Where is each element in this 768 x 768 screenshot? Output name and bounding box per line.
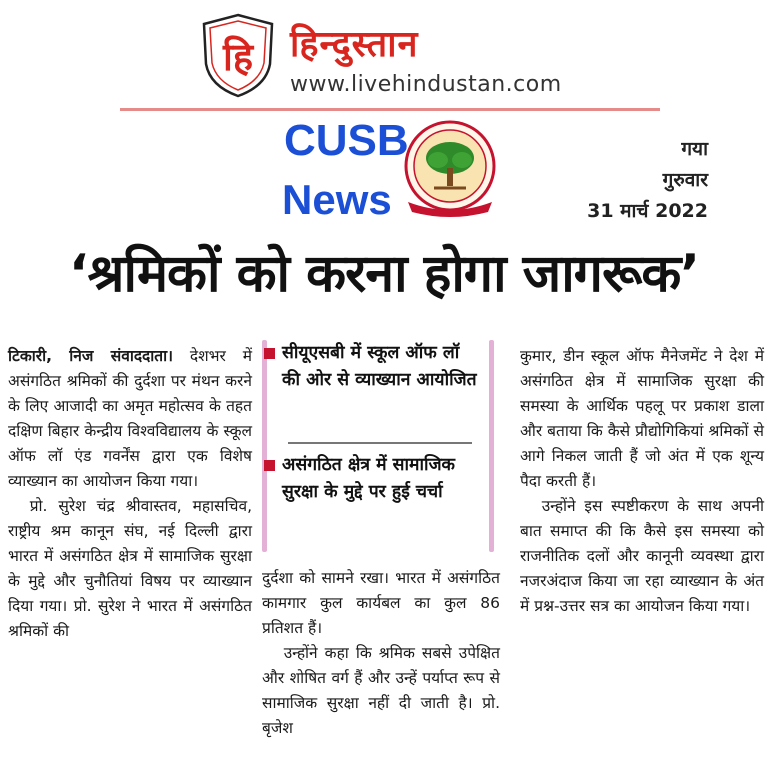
masthead-rule <box>120 108 660 111</box>
article-column-2 <box>262 566 500 741</box>
logo-letter: हि <box>222 35 254 79</box>
article-column-3 <box>520 344 764 619</box>
cusb-news-label: News <box>282 176 392 223</box>
dateline-city: गया <box>681 138 708 160</box>
byline: टिकारी, निज संवाददाता। <box>8 347 174 365</box>
brand-url[interactable]: www.livehindustan.com <box>290 72 562 97</box>
callout-divider <box>288 442 472 444</box>
hindustan-logo <box>200 12 276 98</box>
article-paragraph: दुर्दशा को सामने रखा। भारत में असंगठित कामगार कुल कार्यबल का कुल 86 प्रतिशत हैं। <box>262 569 500 637</box>
dateline-date: 31 मार्च 2022 <box>587 200 708 222</box>
article-headline: ‘श्रमिकों को करना होगा जागरूक’ <box>68 244 700 304</box>
dateline <box>587 134 708 227</box>
article-paragraph: टिकारी, निज संवाददाता। देशभर में असंगठित श्रमिकों की दुर्दशा पर मंथन करने के लिए आजादी का अमृत महोत्सव के तहत दक्षिण बिहार केन्द्रीय विश्वविद्यालय के स्कूल ऑफ लॉ एंड गवर्नेंस द्वारा एक विशेष व्याख्यान का आयोजन किया गया। <box>8 347 252 490</box>
university-seal-icon <box>398 118 502 222</box>
article-column-1 <box>8 344 252 644</box>
callout-bar-left <box>262 340 267 552</box>
highlight-item: सीयूएसबी में स्कूल ऑफ लॉ की ओर से व्याख्यान आयोजित <box>282 340 482 394</box>
dateline-weekday: गुरुवार <box>662 169 708 191</box>
square-bullet-icon <box>264 460 275 471</box>
square-bullet-icon <box>264 348 275 359</box>
article-paragraph: उन्होंने कहा कि श्रमिक सबसे उपेक्षित और शोषित वर्ग हैं और उन्हें पर्याप्त रूप से सामाजिक सुरक्षा नहीं दी जाती है। प्रो. बृजेश <box>262 644 500 737</box>
callout-bar-right <box>489 340 494 552</box>
highlights-box <box>260 338 496 556</box>
article-paragraph: प्रो. सुरेश चंद्र श्रीवास्तव, महासचिव, राष्ट्रीय श्रम कानून संघ, नई दिल्ली द्वारा भारत में असंगठित क्षेत्र में सामाजिक सुरक्षा के मुद्दे और चुनौतियां विषय पर व्याख्यान दिया गया। प्रो. सुरेश ने भारत में असंगठित श्रमिकों की <box>8 497 252 640</box>
article-paragraph: उन्होंने इस स्पष्टीकरण के साथ अपनी बात समाप्त की कि कैसे इस समस्या को राजनीतिक दलों और कानूनी व्यवस्था द्वारा नजरअंदाज किया जा रहा व्याख्यान के अंत में प्रश्न-उत्तर सत्र का आयोजन किया गया। <box>520 497 764 615</box>
brand-name: हिन्दुस्तान <box>290 24 419 65</box>
highlight-item: असंगठित क्षेत्र में सामाजिक सुरक्षा के मुद्दे पर हुई चर्चा <box>282 452 482 506</box>
cusb-title: CUSB <box>284 116 409 165</box>
article-paragraph: कुमार, डीन स्कूल ऑफ मैनेजमेंट ने देश में असंगठित क्षेत्र में सामाजिक सुरक्षा की समस्या के आर्थिक पहलू पर प्रकाश डाला और बताया कि कैसे प्रौद्योगिकियां श्रमिकों से आगे निकल जाती हैं जो अंत में एक शून्य पैदा करती हैं। <box>520 347 764 490</box>
